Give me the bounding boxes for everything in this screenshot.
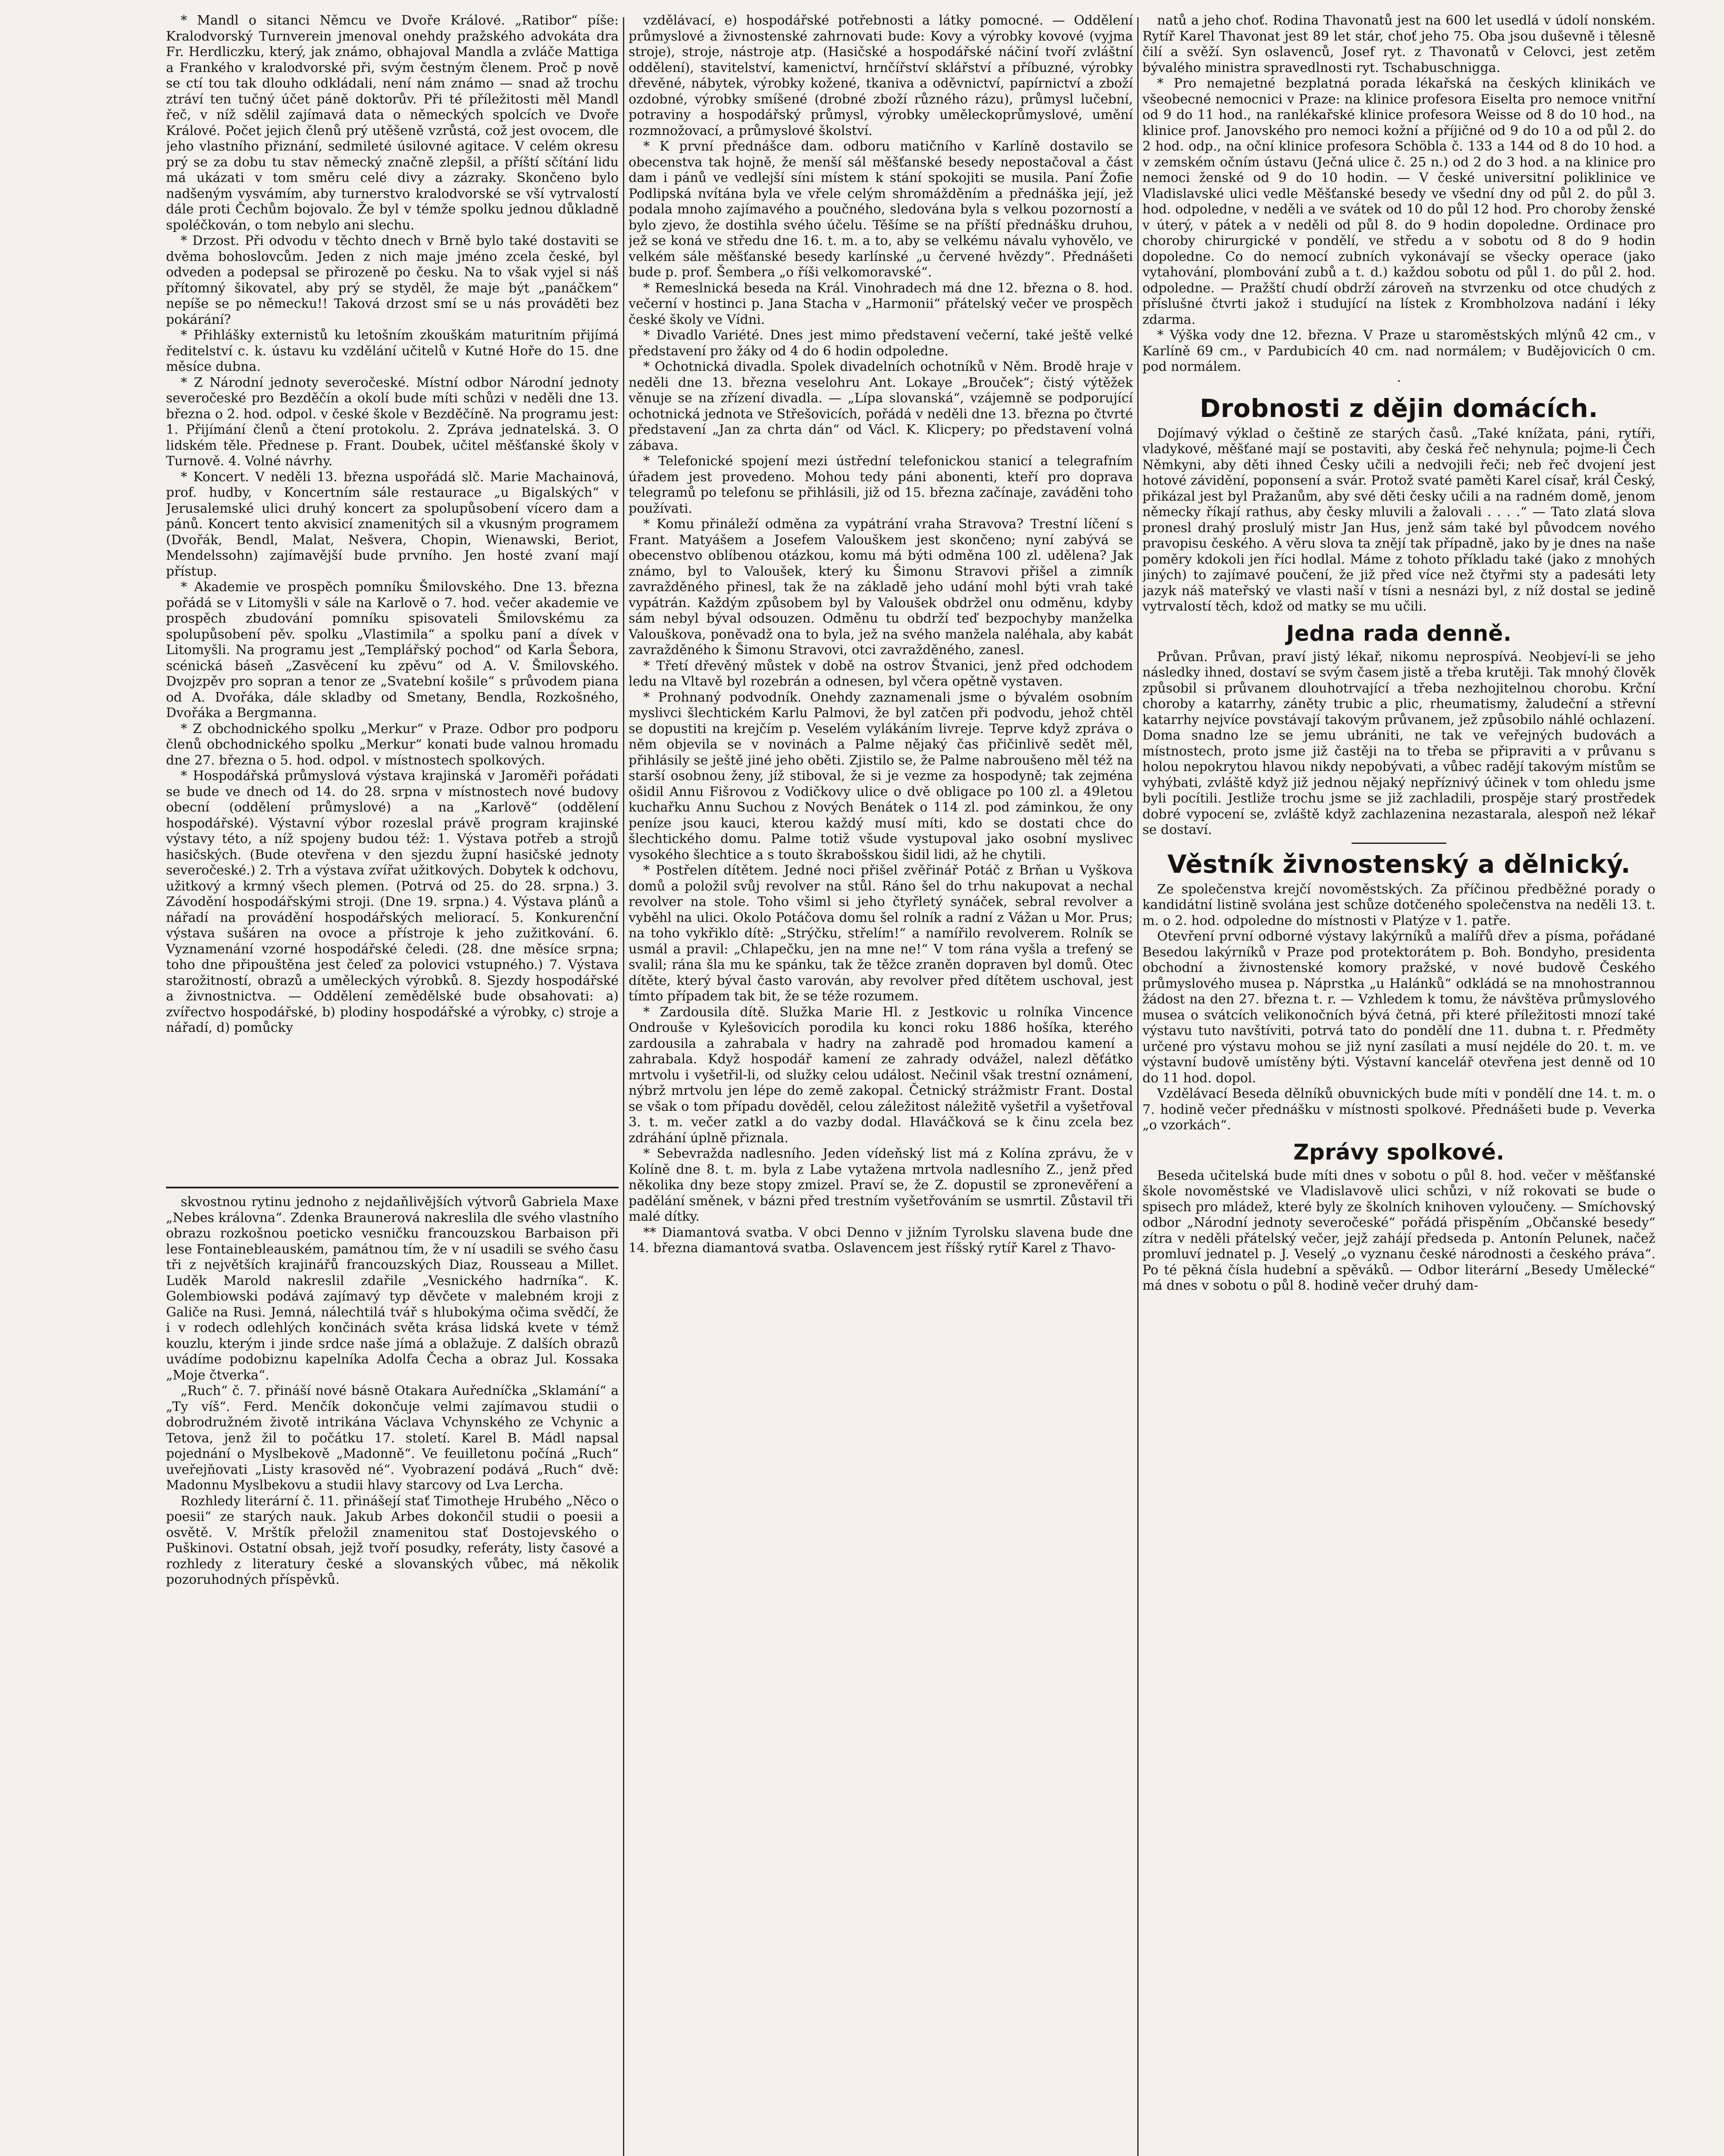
article-paragraph: * Prohnaný podvodník. Onehdy zaznamenali jsme o bývalém osobním myslivci šlechtickém Karlu Palmovi, že byl zatčen při podvodu, jehož chtěl se dopustiti na krejčím p. Veselém vylákáním livreje. Teprve když zpráva o něm objevila se v novinách a Palme nějaký čas přičinlivě sedět měl, přihlásily se ještě jiné jeho oběti. Zjistilo se, že Palme nabroušeno měl též na starší osobnou ženy, jíž stiboval, že si je vezme za hospodyně; tak zejména ošidil Annu Fišrovou z Vodičkovy ulice o dvě obligace po 100 zl. a 49letou kuchařku Annu Suchou z Nových Benátek o 114 zl. pod záminkou, že ony peníze jsou kauci, kterou každý musí míti, kdo se dostati chce do šlechtického domu. Palme totiž všude vystupoval jako osobní myslivec vysokého šlechtice a s touto škrabošskou šidil lidi, až he chytili. — [629, 689, 1133, 862]
column-1 — [166, 13, 619, 2156]
section-heading: Věstník živnostenský a dělnický. — [1167, 849, 1631, 879]
article-paragraph: * Divadlo Variété. Dnes jest mimo představení večerní, také ještě velké představení pro žáky od 4 do 6 hodin odpoledne. — [629, 328, 1133, 359]
newspaper-page — [17, 13, 1707, 2156]
article-paragraph: Ze společenstva krejčí novoměstských. Za příčinou předběžné porady o kandidátní listině svolána jest schůze dotčeného společenstva na neděli 13. t. m. o 2. hod. odpoledne do místnosti v Platýze v 1. patře. — [1142, 881, 1655, 928]
article-paragraph: skvostnou rytinu jednoho z nejdaňlivějších výtvorů Gabriela Maxe „Nebes královna“. Zdenka Braunerová nakreslila dle svého vlastního obrazu rozkošnou poeticko vesničku francouzskou Barbaison při lese Fontainebleauském, památnou tím, že v ní usadili se svého času tři z největších krajinářů francouzských Diaz, Rousseau a Millet. Luděk Marold nakreslil zdařile „Vesnického hadrníka“. K. Golembiowski podává zajímavý typ děvčete v malebném kroji z Galiče na Rusi. Jemná, nálechtilá tvář s hlubokýma očima svědčí, že i v rodech odlehlých končinách světa krása lidská kvete v témž kouzlu, kterým i jinde srdce naše jímá a oblažuje. Z dalších obrazů uvádíme podobiznu kapelníka Adolfa Čecha a obraz Jul. Kossaka „Moje čtverka“. — [166, 1194, 619, 1383]
article-paragraph: * Ochotnická divadla. Spolek divadelních ochotníků v Něm. Brodě hraje v neděli dne 13. března veselohru Ant. Lokaye „Brouček“; čistý výtěžek věnuje se na zřízení divadla. — „Lípa slovanská“, vzájemně se podporující ochotnická jednota ve Střešovicích, pořádá v neděli dne 13. března po čtvrté představení „Jan za chrta dán“ od Václ. K. Klicpery; po představení volná zábava. — [629, 359, 1133, 453]
divider — [1352, 843, 1446, 844]
section-body — [1142, 882, 1655, 1134]
section-body — [1142, 649, 1655, 838]
column-rule — [623, 17, 624, 2156]
article-paragraph: * Sebevražda nadlesního. Jeden vídeňský list má z Kolína zprávu, že v Kolíně dne 8. t. m. byla z Labe vytažena mrtvola nadlesního Z., jenž před několika dny beze stopy zmizel. Praví se, že Z. dopustil se zpronevěření a padělání směnek, v bázni před trestním vyšetřováním se usmrtil. Zůstavil tři malé dítky. — [629, 1146, 1133, 1224]
column-rule — [1137, 17, 1139, 2156]
section-heading: Zprávy spolkové. — [1293, 1139, 1505, 1165]
article-paragraph: vzdělávací, e) hospodářské potřebnosti a látky pomocné. — Oddělení průmyslové a živnostenské zahrnovati bude: Kovy a výrobky kovové (vyjma stroje), stroje, nástroje atp. (Hasičské a hospodářské náčiní tvoří zvláštní oddělení), stavitelství, kamenictví, hrnčířství sklářství a příbuzné, výrobky dřevěné, nábytek, výrobky kožené, tkaniva a oděvnictví, papírnictví a zboží ozdobné, výrobky smíšené (drobné zboží různého rázu), průmysl lučební, potraviny a hospodářský průmysl, výrobky uměleckoprůmyslové, umění rozmnožovací, a průmyslové školství. — [629, 13, 1133, 138]
column-1-lower — [166, 1194, 619, 1588]
section-body — [1142, 426, 1655, 615]
article-paragraph: * Komu přináleží odměna za vypátrání vraha Stravova? Trestní líčení s Frant. Matyášem a Josefem Valouškem jest skončeno; nyní zabývá se obecenstvo oblíbenou otázkou, komu má býti odměna 100 zl. udělena? Jak známo, byl to Valoušek, který ku Šimonu Stravovi přišel a zimník zavražděného přinesl, tak že na základě jeho udání mohl býti vrah také vypátrán. Každým způsobem byl by Valoušek obdržel onu odměnu, kdyby sám nebyl býval odsouzen. Odměnu tu obdrží teď bezpochyby manželka Valouškova, poněvadž ona to byla, jež na svého manžela naléhala, aby kabát zavražděného k Šimonu Stravovi, otci zavražděného, zanesl. — [629, 517, 1133, 658]
section-heading: Drobnosti z dějin domácích. — [1199, 393, 1599, 423]
article-paragraph: Vzdělávací Beseda dělníků obuvnických bude míti v pondělí dne 14. t. m. o 7. hodině večer přednášku v místnosti spolkové. Přednášeti bude p. Veverka „o vzorkách“. — [1142, 1086, 1655, 1133]
article-paragraph: * Remeslnická beseda na Král. Vinohradech má dne 12. března o 8. hod. večerní v hostinci p. Jana Stacha v „Harmonii“ přátelský večer ve prospěch české školy ve Vídni. — [629, 280, 1133, 327]
section-body — [1142, 1168, 1655, 1294]
column-2 — [629, 13, 1133, 2156]
column-3 — [1142, 13, 1655, 2156]
article-paragraph: * Pro nemajetné bezplatná porada lékařská na českých klinikách ve všeobecné nemocnici v Praze: na klinice profesora Eiselta pro nemoce vnitřní od 9 do 11 hod., na ranlékařské klinice profesora Weisse od 8 do 10 hod., na klinice prof. Janovského pro nemoci kožní a příjičné od 9 do 10 a od půl 2. do 2 hod. odp., na oční klinice profesora Schöbla č. 133 a 144 od 8 do 10 hod. a v zemském očním ústavu (Ječná ulice č. 25 n.) od 2 do 3 hod. a na klinice pro nemoci ženské od 9 do 10 hodin. — V české universitní poliklinice ve Vladislavské ulici vedle Měšťanské besedy ve všední dny od půl 2. do půl 3. hod. odpoledne, v neděli a ve svátek od 10 do půl 12 hod. Pro choroby ženské v úterý, v pátek a v neděli od půl 8. do 9 hodin dopoledne. Ordinace pro choroby chirurgické v pondělí, ve středu a v sobotu od 8 do 9 hodin dopoledne. Co do nemocí zubních vykonávají se všecky operace (jako vytahování, plombování zubů a t. d.) každou sobotu od půl 1. do půl 2. hod. odpoledne. — Pražští chudí obdrží zároveň na stvrzenku od otce chudých z příslušné čtvrti jakož i studující na lístek z Krombholzova nadání i léky zdarma. — [1142, 76, 1655, 327]
article-paragraph: * Z obchodnického spolku „Merkur“ v Praze. Odbor pro podporu členů obchodnického spolku „Merkur“ konati bude valnou hromadu dne 27. března o 5. hod. odpol. v místnostech spolkových. — [166, 721, 619, 768]
article-paragraph: * Postřelen dítětem. Jedné noci přišel zvěřinář Potáč z Brňan u Vyškova domů a položil svůj revolver na stůl. Ráno šel do trhu nakupovat a nechal revolver na stole. Toho všiml si jeho čtyřletý synáček, sebral revolver a vyběhl na ulici. Okolo Potáčova domu šel rolník a radní z Vážan u Mor. Prus; na toho vykřiklo dítě: „Strýčku, střelím!“ a namířilo revolverem. Rolník se usmál a pravil: „Chlapečku, jen na mne ne!“ V tom rána vyšla a trefený se svalil; rána šla mu ke spánku, tak že těžce zraněn dopraven byl domů. Otec dítěte, který býval často varován, aby revolver před dítětem uschoval, jest tímto případem tak bit, že se téže rozumem. — [629, 863, 1133, 1004]
column-2-body — [629, 13, 1133, 1257]
article-paragraph: * Telefonické spojení mezi ústřední telefonickou stanicí a telegrafním úřadem jest provedeno. Mohou tedy páni abonenti, kteří pro doprava telegramů po telefonu se přihlásili, již od 15. března začínaje, zaváděni toho používati. — [629, 454, 1133, 516]
article-paragraph: Dojímavý výklad o češtině ze starých časů. „Také knížata, páni, rytíři, vladykové, měšťané mají se postaviti, aby česká řeč nehynula; pojme-li Čech Němkyni, aby děti ihned Česky učili a nedvojili řeči; neb řeč dvojení jest hotové závidění, poponsení a svár. Protož svaté paměti Karel císař, král Český, přikázal jest byl Pražanům, aby své děti česky učili a na radném domě, jenom německy říkají rathus, aby česky mluvili a žalovali . . . .“ — Tato zlatá slova pronesl drahý proslulý mistr Jan Hus, jenž sám také byl původcem nového pravopisu českého. A věru slova ta znějí tak případně, jako by je dnes na naše poměry kdokoli jen říci hodlal. Máme z tohoto příkladu také (jako z mnohých jiných) to zajímavé poučení, že již před více než čtyřmi sty a padesáti lety jazyk náš mateřský ve vlasti naší v tísni a nesnázi byl, z níž dostal se jedině vytrvalostí těch, kdož od matky se mu učili. — [1142, 426, 1655, 614]
article-paragraph: * Mandl o sitanci Němcu ve Dvoře Králové. „Ratibor“ píše: Kralodvorský Turnverein jmenoval onehdy pražského advokáta dra Fr. Herdliczku, který, jak známo, obhajoval Mandla a zvláče Mattiga a Frankého v kralodvorské při, svým čestným členem. Proč p nově se ctí tou tak dlouho odkládali, není nám známo — snad až trochu ztráví ten tučný účet páně doktorův. Při té příležitosti měl Mandl řeč, v níž sdělil zajímavá data o německých spolcích ve Dvoře Králové. Počet jejich členů prý utěšeně vzrůstá, což jest ovocem, dle jeho vlastního přiznání, sedmileté úsilovné agitace. V celém okresu prý se za dobu tu stav německý značně zlepšil, a příští sčítání lidu má ukázati v tom směru celé divy a zázraky. Skončeno bylo nadšeným vysvámím, aby turnerstvo kralodvorské se vší vytrvalostí dále proti Čechům bojovalo. Že byl v témže spolku jednou důkladně spoléčkován, o tom nebylo ani slechu. — [166, 13, 619, 233]
article-paragraph: * Třetí dřevěný můstek v době na ostrov Štvanici, jenž před odchodem ledu na Vltavě byl rozebrán a odnesen, byl včera opětně vystaven. — [629, 658, 1133, 689]
article-paragraph: natů a jeho choť. Rodina Thavonatů jest na 600 let usedlá v údolí nonském. Rytíř Karel Thavonat jest 89 let stár, choť jeho 75. Oba jsou duševně i tělesně čilí a svěží. Syn oslavenců, Josef ryt. z Thavonatů v Celovci, jest zetěm bývalého ministra spravedlnosti ryt. Tschabuschnigga. — [1142, 13, 1655, 75]
article-paragraph: * Koncert. V neděli 13. března uspořádá slč. Marie Machainová, prof. hudby, v Koncertním sále restaurace „u Bigalských“ v Jerusalemské ulici druhý koncert za spolupůsobení vícero dam a pánů. Koncert tento akvisicí znamenitých sil a vkusným programem (Dvořák, Bendl, Malat, Nešvera, Chopin, Wienawski, Beriot, Mendelssohn) zajímavější bude prvního. Jen hosté zvaní mají přístup. — [166, 469, 619, 579]
article-paragraph: * Drzost. Při odvodu v těchto dnech v Brně bylo také dostaviti se dvěma bohoslovcům. Jeden z nich maje jméno zcela české, byl odveden a podepsal se přirozeně po česku. Na to však vyjel si náš přítomný šikovatel, aby prý se styděl, že maje být „panáčkem“ nepíše se po německu!! Taková drzost smí se u nás prováděti bez pokárání? — [166, 233, 619, 327]
article-paragraph: „Ruch“ č. 7. přináší nové básně Otakara Auředníčka „Sklamání“ a „Ty víš“. Ferd. Menčík dokončuje velmi zajímavou studii o dobrodružném životě intrikána Václava Vchynského ze Vchynic a Tetova, jenž žil to počátku 17. století. Karel B. Mádl napsal pojednání o Myslbekově „Madonně“. Ve feuilletonu počíná „Ruch“ uveřejňovati „Listy krasověd né“. Vyobrazení podává „Ruch“ dvě: Madonnu Myslbekovu a studii hlavy starcovy od Lva Lercha. — [166, 1383, 619, 1493]
article-paragraph: * Výška vody dne 12. března. V Praze u staroměstských mlýnů 42 cm., v Karlíně 69 cm., v Pardubicích 40 cm. nad normálem; v Budějovicích 0 cm. pod normálem. — [1142, 328, 1655, 374]
ornament: · — [1397, 373, 1401, 389]
article-paragraph: * Zardousila dítě. Služka Marie Hl. z Jestkovic u rolníka Vincence Ondrouše v Kylešovicích porodila ku konci roku 1886 hošíka, kterého zardousila a zahrabala v hadry na zahradě pod hromadou kamení a zahrabala. Když hospodář kamení ze zahrady odvážel, nalezl děťátko mrtvolu i vyšetřil-li, od služky celou událost. Nečinil však trestní oznámení, nýbrž mrtvolu jen lépe do země zakopal. Četnický strážmistr Frant. Dostal se však o tom případu dověděl, celou záležitost náležitě vyšetřil a vyšetřoval 3. t. m. večer zatkl a do vazby dodal. Hlaváčková se k činu zcela bez zdráhání úplně přiznala. — [629, 1004, 1133, 1146]
article-paragraph: ** Diamantová svatba. V obci Denno v jižním Tyrolsku slavena bude dne 14. března diamantová svatba. Oslavencem jest říšský rytíř Karel z Thavo- — [629, 1225, 1133, 1256]
article-paragraph: * Akademie ve prospěch pomníku Šmilovského. Dne 13. března pořádá se v Litomyšli v sále na Karlově o 7. hod. večer akademie ve prospěch zbudování pomníku spisovateli Šmilovskému za spolupůsobení pěv. spolku „Vlastimila“ a spolku paní a dívek v Litomyšli. Na programu jest „Templářský pochod“ od Karla Šebora, scénická báseň „Zasvěcení ku zpěvu“ od A. V. Šmilovského. Dvojzpěv pro sopran a tenor ze „Svatební košile“ s průvodem piana od A. Dvořáka, dále skladby od Smetany, Bendla, Rozkošného, Dvořáka a Bergmanna. — [166, 580, 619, 721]
article-paragraph: Rozhledy literární č. 11. přinášejí stať Timotheje Hrubého „Něco o poesii“ ze starých nauk. Jakub Arbes dokončil studii o poesii a osvětě. V. Mrštík přeložil znamenitou stať Dostojevského o Puškinovi. Ostatní obsah, jejž tvoří posudky, referáty, listy časové a rozhledy z literatury české a slovanských vůbec, má několik pozoruhodných příspěvků. — [166, 1493, 619, 1587]
section-heading: Jedna rada denně. — [1286, 620, 1512, 646]
article-paragraph: * K první přednášce dam. odboru matičního v Karlíně dostavilo se obecenstva tak hojně, že menší sál měšťanské besedy nepostačoval a část dam i pánů ve vedlejší síni místem k stání spokojiti se musila. Paní Žofie Podlipská nvítána byla ve vřele celým shromážděním a přednáška její, jež podala mnoho zajímavého a poučného, sledována byla s velkou pozorností a bylo zjevo, že dostihla svého účelu. Těšíme se na příští přednášku druhou, jež se koná ve středu dne 16. t. m. a to, aby se velkému návalu vyhovělo, ve velkém sále měšťanské besedy karlínské „u červené hvězdy“. Přednášeti bude p. prof. Šembera „o říši velkomoravské“. — [629, 139, 1133, 280]
column-1-upper — [166, 13, 619, 1169]
column-3-notices — [1142, 13, 1655, 375]
article-paragraph: * Přihlášky externistů ku letošním zkouškám maturitním přijímá ředitelství c. k. ústavu ku vzdělání učitelů v Kutné Hoře do 15. dne měsíce dubna. — [166, 328, 619, 374]
article-paragraph: Beseda učitelská bude míti dnes v sobotu o půl 8. hod. večer v měšťanské škole novoměstské ve Vladislavově ulici schůzi, v níž rokovati se bude o spisech pro mládež, které byly ze školních knihoven vyloučeny. — Smíchovský odbor „Národní jednoty severočeské“ pořádá přispěním „Občanské besedy“ zítra v neděli přátelský večer, jejž zahájí předseda p. Antonín Pelunek, načež promluví jednatel p. J. Veselý „o vyznanu české národnosti a českého práva“. Po té pěkná čísla hudební a spěváků. — Odbor literární „Besedy Umělecké“ má dnes v sobotu o půl 8. hodině večer druhý dam- — [1142, 1168, 1655, 1293]
article-paragraph: * Z Národní jednoty severočeské. Místní odbor Národní jednoty severočeské pro Bezděčín a okolí bude míti schůzi v neděli dne 13. března o 2. hod. odpol. v české škole v Bezděčíně. Na programu jest: 1. Přijímání členů a čtení protokolu. 2. Zpráva jednatelská. 3. O lidském těle. Přednese p. Frant. Doubek, učitel měšťanské školy v Turnově. 4. Volné návrhy. — [166, 375, 619, 469]
article-paragraph: Průvan. Průvan, praví jistý lékař, nikomu neprospívá. Neobjeví-li se jeho následky ihned, dostaví se svým časem jistě a třeba krutěji. Tak mnohý člověk způsobil si průvanem dlouhotrvající a třeba nezhojitelnou chorobu. Krční choroby a katarrhy, záněty trubic a plic, rheumatismy, žaludeční a střevní katarrhy nejvíce povstávají takovým průvanem, jež způsobilo náhlé ochlazení. Doma snadno lze se jemu ubrániti, ne tak ve veřejných budovách a místnostech, proto jsme již častěji na to třeba se připraviti a v průvanu s holou nepokrytou hlavou nikdy nepobývati, a vůbec radějí takovým místům se vyhýbati, zvláště když již jednou nějaký nepříznivý účinek v tom ohledu jsme byli pocítili. Jestliže trochu jsme se již zachladili, prospěje starý prostředek dobré vypocení se, zvláště když zachlazenina nezastarala, alespoň než lékař se dostaví. — [1142, 649, 1655, 837]
article-paragraph: * Hospodářská průmyslová výstava krajinská v Jaroměři pořádati se bude ve dnech od 14. do 28. srpna v místnostech nové budovy obecní (oddělení průmyslové) a na „Karlově“ (oddělení hospodářské). Výstavní výbor rozeslal právě program krajinské výstavy této, a níž spojeny budou též: 1. Výstava potřeb a strojů hasičských. (Bude otevřena v den sjezdu župní hasičské jednoty severočeské.) 2. Trh a výstava zvířat užitkových. Dobytek k odchovu, užitkový a krmný všech plemen. (Potrvá od 25. do 28. srpna.) 3. Závodění hospodářskými stroji. (Dne 19. srpna.) 4. Výstava plánů a nářadí na provádění hospodářských meliorací. 5. Konkurenční výstava sušáren na ovoce a přístroje k jeho zužitkování. 6. Vyznamenání vzorné hospodářské čeledi. (28. dne měsíce srpna; toho dne připouštěna jest čeleď za polovici vstupného.) 7. Výstava starožitností, obrazů a uměleckých výrobků. 8. Sjezdy hospodářské a živnostnictva. — Oddělení zemědělské bude obsahovati: a) zvířectvo hospodářské, b) plodiny hospodářské a výrobky, c) stroje a nářadí, d) pomůcky — [166, 768, 619, 1035]
article-paragraph: Otevření první odborné výstavy lakýrníků a malířů dřev a písma, pořádané Besedou lakýrníků v Praze pod protektorátem p. Boh. Bondyho, presidenta obchodní a živnostenské komory pražské, v nové budově Českého průmyslového musea p. Náprstka „u Halánků“ odkládá se na mnohostrannou žádost na den 27. března t. r. — Vzhledem k tomu, že návštěva průmyslového musea o svátcích velikonočních bývá četná, při které příležitosti mnozí také výstavu tuto navštíviti, potrvá tato do pondělí dne 11. dubna t. r. Předměty určené pro výstavu mohou se již nyní zasílati a musí nejdéle do 20. t. m. ve výstavní budově umístěny býti. Výstavní kancelář otevřena jest denně od 10 do 11 hod. dopol. — [1142, 929, 1655, 1086]
